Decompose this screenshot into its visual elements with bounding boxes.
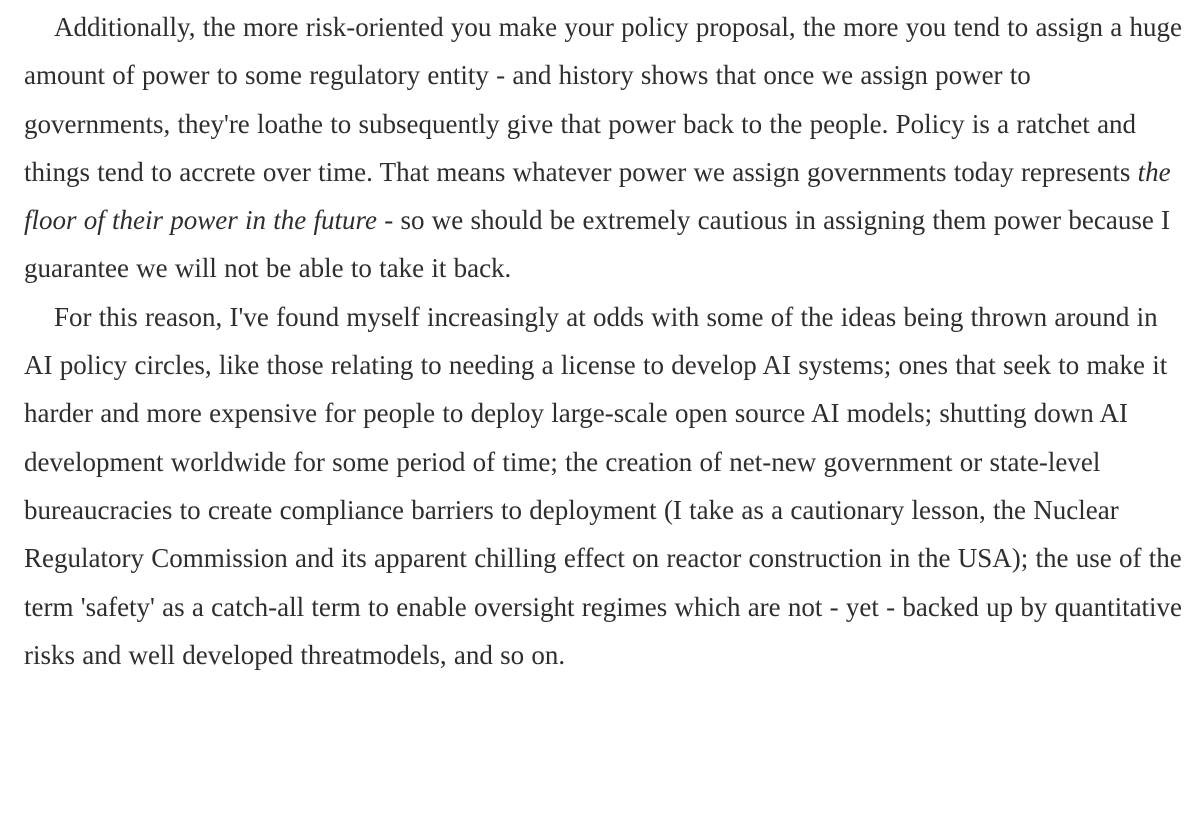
article-body [24,3,1184,679]
paragraph-text: Additionally, the more risk-oriented you make your policy proposal, the more you tend to assign a huge amount of power to some regulatory entity - and history shows that once we assign power to governments, they're loathe to subsequently give that power back to the people. Policy is a ratchet and things tend to accrete over time. That means whatever power we assign governments today represents [24,12,1182,187]
italic-emphasis: the floor of their power in the future [24,156,1171,236]
paragraph-text: - so we should be extremely cautious in assigning them power because I guarantee we will not be able to take it back. [24,205,1171,284]
paragraph-power-ratchet [24,3,1184,293]
paragraph-text: For this reason, I've found myself increasingly at odds with some of the ideas being thrown around in AI policy circles, like those relating to needing a license to develop AI systems; ones that seek to make it harder and more expensive for people to deploy large-scale open source AI models; shutting down AI development worldwide for some period of time; the creation of net-new government or state-level bureaucracies to create compliance barriers to deployment (I take as a cautionary lesson, the Nuclear Regulatory Commission and its apparent chilling effect on reactor construction in the USA); the use of the term 'safety' as a catch-all term to enable oversight regimes which are not - yet - backed up by quantitative risks and well developed threatmodels, and so on. [24,301,1183,670]
paragraph-policy-ideas [24,293,1184,679]
